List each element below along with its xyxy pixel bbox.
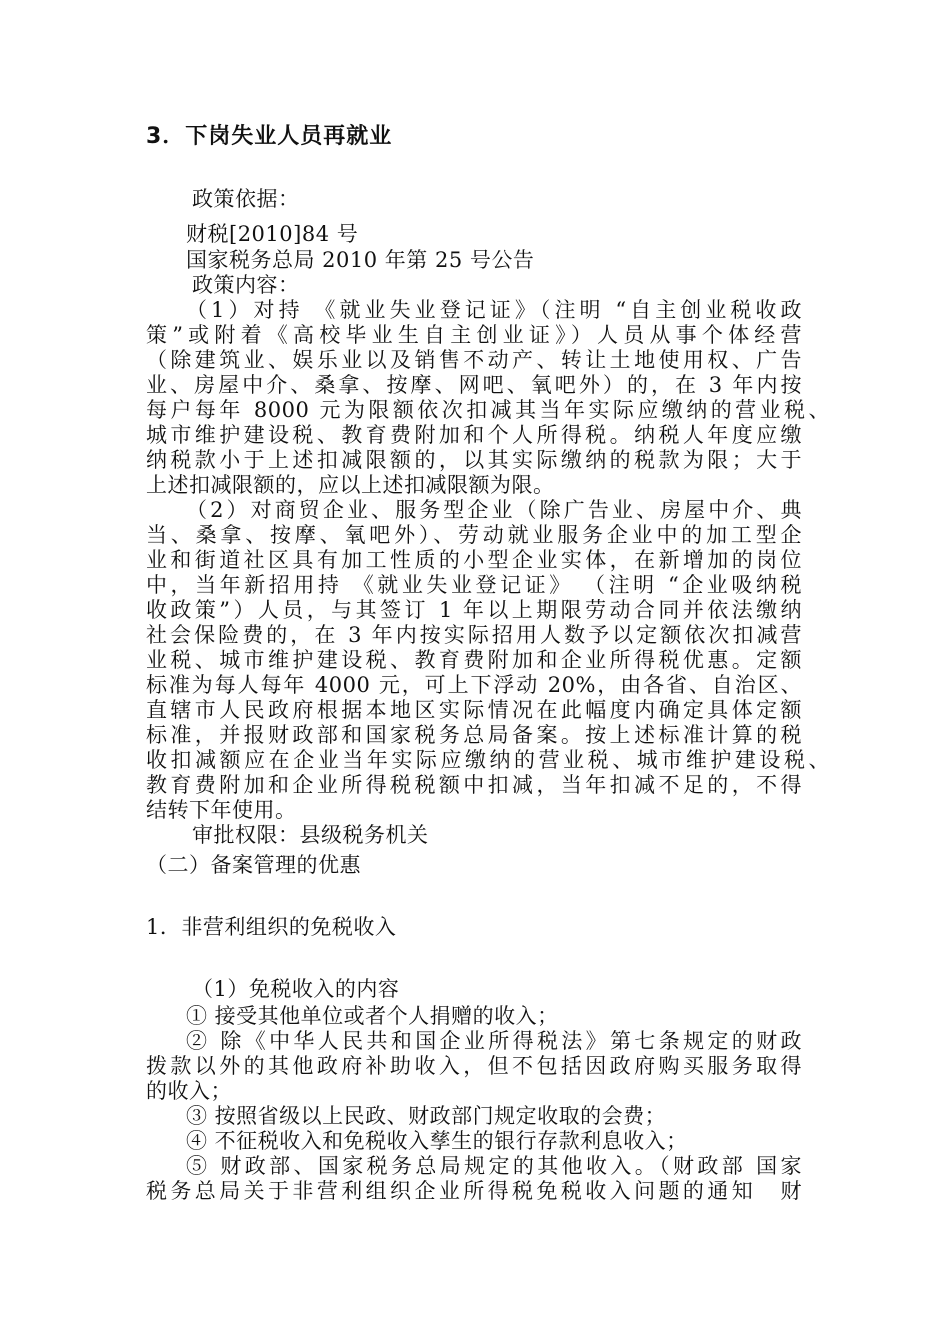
paragraph-line: 每户每年 8000 元为限额依次扣减其当年实际应缴纳的营业税、 xyxy=(146,398,830,422)
paragraph-line: （2）对商贸企业、服务型企业（除广告业、房屋中介、典 xyxy=(186,498,802,522)
list-item: ① 接受其他单位或者个人捐赠的收入； xyxy=(186,1004,559,1028)
paragraph-line: （除建筑业、娱乐业以及销售不动产、转让土地使用权、广告 xyxy=(146,348,802,372)
policy-basis-item: 国家税务总局 2010 年第 25 号公告 xyxy=(186,248,535,272)
policy-content-label: 政策内容： xyxy=(192,273,300,297)
list-item: ④ 不征税收入和免税收入孳生的银行存款利息收入； xyxy=(186,1129,688,1153)
paragraph-line: （1）对持 《就业失业登记证》（注明 “自主创业税收政 xyxy=(186,298,802,322)
list-item: ② 除《中华人民共和国企业所得税法》第七条规定的财政 xyxy=(186,1029,802,1053)
list-item-continuation: 的收入； xyxy=(146,1079,232,1103)
item-heading: 1．非营利组织的免税收入 xyxy=(146,915,397,939)
paragraph-line: 纳税款小于上述扣减限额的，以其实际缴纳的税款为限；大于 xyxy=(146,448,802,472)
paragraph-line: 策”或附着《高校毕业生自主创业证》）人员从事个体经营 xyxy=(146,323,802,347)
paragraph-line: 中，当年新招用持 《就业失业登记证》 （注明 “企业吸纳税 xyxy=(146,573,802,597)
policy-basis-label: 政策依据： xyxy=(192,187,300,211)
policy-basis-item: 财税[2010]84 号 xyxy=(186,222,359,246)
paragraph-line: 城市维护建设税、教育费附加和个人所得税。纳税人年度应缴 xyxy=(146,423,802,447)
list-item-continuation: 拨款以外的其他政府补助收入，但不包括因政府购买服务取得 xyxy=(146,1054,802,1078)
paragraph-line: 结转下年使用。 xyxy=(146,798,297,822)
paragraph-line: 业和街道社区具有加工性质的小型企业实体，在新增加的岗位 xyxy=(146,548,802,572)
paragraph-line: 当、桑拿、按摩、氧吧外）、劳动就业服务企业中的加工型企 xyxy=(146,523,802,547)
paragraph-line: 收政策”）人员，与其签订 1 年以上期限劳动合同并依法缴纳 xyxy=(146,598,802,622)
paragraph-line: 标准，并报财政部和国家税务总局备案。按上述标准计算的税 xyxy=(146,723,802,747)
paragraph-line: 社会保险费的，在 3 年内按实际招用人数予以定额依次扣减营 xyxy=(146,623,802,647)
paragraph-line: 直辖市人民政府根据本地区实际情况在此幅度内确定具体定额 xyxy=(146,698,802,722)
paragraph-line: 收扣减额应在企业当年实际应缴纳的营业税、城市维护建设税、 xyxy=(146,748,830,772)
paragraph-line: 业税、城市维护建设税、教育费附加和企业所得税优惠。定额 xyxy=(146,648,802,672)
paragraph-line: 业、房屋中介、桑拿、按摩、网吧、氧吧外）的，在 3 年内按 xyxy=(146,373,802,397)
paragraph-line: 标准为每人每年 4000 元，可上下浮动 20%，由各省、自治区、 xyxy=(146,673,802,697)
section-heading: 3．下岗失业人员再就业 xyxy=(146,124,393,149)
paragraph-line: 上述扣减限额的，应以上述扣减限额为限。 xyxy=(146,473,555,497)
subsection-heading: （二）备案管理的优惠 xyxy=(146,853,361,877)
paragraph-line: 教育费附加和企业所得税税额中扣减，当年扣减不足的，不得 xyxy=(146,773,802,797)
list-item: ⑤ 财政部、国家税务总局规定的其他收入。（财政部 国家 xyxy=(186,1154,802,1178)
approval-authority: 审批权限：县级税务机关 xyxy=(192,823,429,847)
item-subheading: （1）免税收入的内容 xyxy=(192,977,400,1001)
list-item: ③ 按照省级以上民政、财政部门规定收取的会费； xyxy=(186,1104,667,1128)
list-item-continuation: 税务总局关于非营利组织企业所得税免税收入问题的通知 财 xyxy=(146,1179,802,1203)
